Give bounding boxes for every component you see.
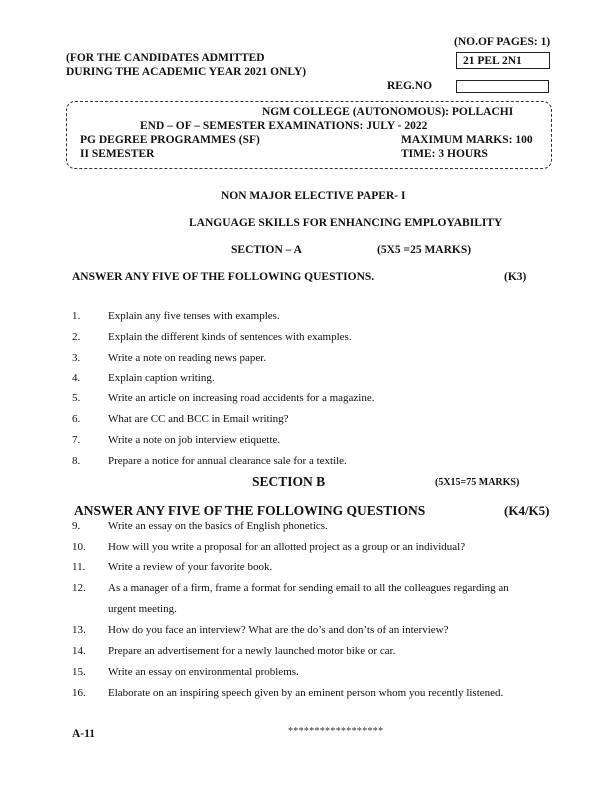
exam-time: TIME: 3 HOURS — [401, 148, 488, 160]
section-b-instruction: ANSWER ANY FIVE OF THE FOLLOWING QUESTIONS — [74, 503, 426, 518]
no-of-pages: (NO.OF PAGES: 1) — [454, 36, 551, 48]
section-a-marks: (5X5 =25 MARKS) — [377, 244, 472, 256]
exam-name: END – OF – SEMESTER EXAMINATIONS: JULY - 2022 — [140, 120, 428, 132]
programme: PG DEGREE PROGRAMMES (SF) — [80, 134, 260, 146]
footer-code: A-11 — [72, 728, 95, 740]
section-b-marks: (5X15=75 MARKS) — [435, 477, 520, 488]
footer-stars: ****************** — [288, 726, 384, 737]
question-text: Write a review of your favorite book. — [108, 561, 273, 573]
question-number: 12. — [72, 582, 86, 594]
paper-type: NON MAJOR ELECTIVE PAPER- I — [221, 190, 406, 202]
question-number: 6. — [72, 413, 81, 425]
question-text: Explain any five tenses with examples. — [108, 310, 280, 322]
question-number: 10. — [72, 541, 86, 553]
semester: II SEMESTER — [80, 148, 155, 160]
maximum-marks: MAXIMUM MARKS: 100 — [401, 134, 533, 146]
question-text: How will you write a proposal for an allotted project as a group or an individual? — [108, 541, 466, 553]
college-name: NGM COLLEGE (AUTONOMOUS): POLLACHI — [262, 106, 514, 118]
question-number: 4. — [72, 372, 81, 384]
section-b-level: (K4/K5) — [504, 503, 550, 518]
question-number: 7. — [72, 434, 81, 446]
question-number: 8. — [72, 455, 81, 467]
section-b-title: SECTION B — [252, 474, 326, 489]
question-text: Explain the different kinds of sentences with examples. — [108, 331, 352, 343]
course-code-box: 21 PEL 2N1 — [456, 52, 550, 69]
question-number: 16. — [72, 687, 86, 699]
question-number: 1. — [72, 310, 81, 322]
question-text-continued: urgent meeting. — [108, 603, 177, 615]
section-a-instruction: ANSWER ANY FIVE OF THE FOLLOWING QUESTIONS. — [72, 271, 375, 283]
question-text: Write a note on job interview etiquette. — [108, 434, 281, 446]
question-number: 11. — [72, 561, 86, 573]
question-text: Write an article on increasing road accidents for a magazine. — [108, 392, 375, 404]
section-a-level: (K3) — [504, 271, 527, 283]
question-text: What are CC and BCC in Email writing? — [108, 413, 289, 425]
question-text: Prepare a notice for annual clearance sale for a textile. — [108, 455, 347, 467]
reg-no-label: REG.NO — [387, 80, 433, 92]
question-text: Prepare an advertisement for a newly launched motor bike or car. — [108, 645, 396, 657]
candidates-note-line2: DURING THE ACADEMIC YEAR 2021 ONLY) — [66, 66, 307, 78]
candidates-note-line1: (FOR THE CANDIDATES ADMITTED — [66, 52, 265, 64]
question-text: Elaborate on an inspiring speech given by an eminent person whom you recently listened. — [108, 687, 504, 699]
question-text: Explain caption writing. — [108, 372, 215, 384]
reg-no-field[interactable] — [456, 80, 549, 93]
question-text: As a manager of a firm, frame a format for sending email to all the colleagues regarding an — [108, 582, 509, 594]
question-text: Write an essay on environmental problems. — [108, 666, 299, 678]
section-a-title: SECTION – A — [231, 244, 302, 256]
question-number: 9. — [72, 520, 81, 532]
paper-title: LANGUAGE SKILLS FOR ENHANCING EMPLOYABILITY — [189, 217, 503, 229]
question-text: How do you face an interview? What are the do’s and don’ts of an interview? — [108, 624, 449, 636]
question-number: 14. — [72, 645, 86, 657]
question-number: 15. — [72, 666, 86, 678]
question-number: 13. — [72, 624, 86, 636]
question-number: 2. — [72, 331, 81, 343]
question-number: 3. — [72, 352, 81, 364]
question-number: 5. — [72, 392, 81, 404]
question-text: Write a note on reading news paper. — [108, 352, 267, 364]
question-text: Write an essay on the basics of English phonetics. — [108, 520, 328, 532]
